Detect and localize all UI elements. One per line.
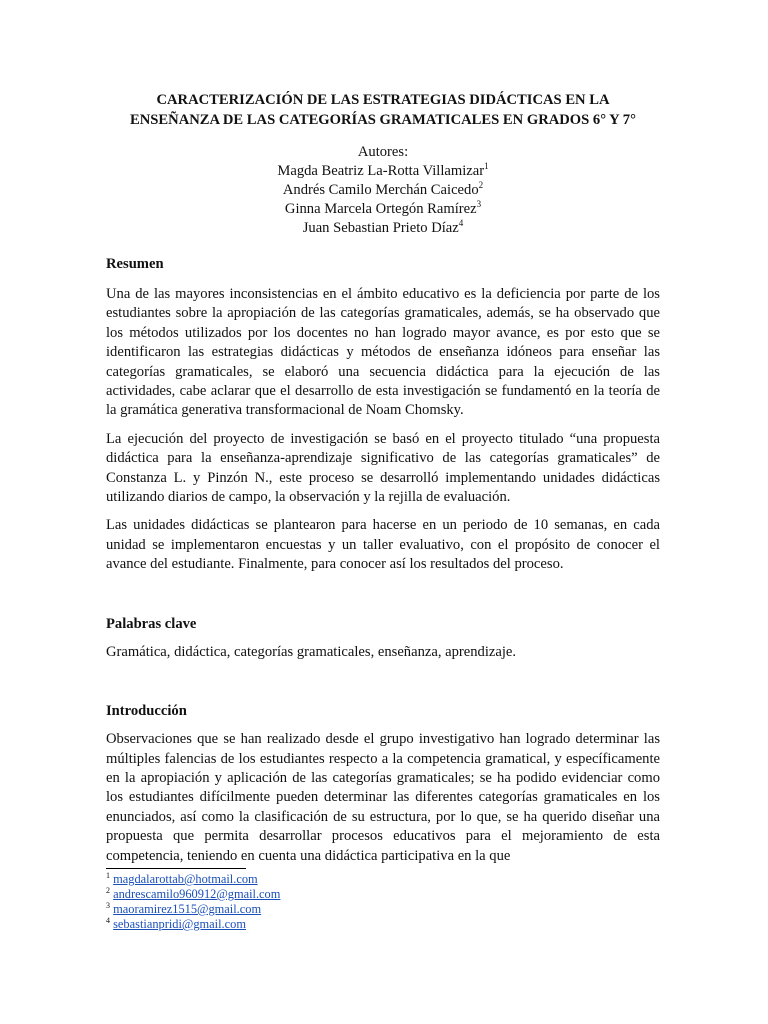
- author-1: [106, 162, 660, 181]
- author-3: [106, 200, 660, 219]
- footnote-ref[interactable]: 2: [478, 180, 484, 191]
- resumen-heading: Resumen: [106, 256, 164, 272]
- author-4: [106, 219, 660, 238]
- document-page: [106, 90, 660, 866]
- footnote-4: [106, 917, 280, 932]
- footnote-divider: [106, 868, 246, 869]
- author-name: Juan Sebastian Prieto Díaz: [302, 220, 459, 236]
- resumen-paragraph-3: Las unidades didácticas se plantearon para hacerse en un periodo de 10 semanas, en cada unidad se implementaron encuestas y un taller evaluativo, con el propósito de conocer el avance del estudiante. Finalmente, para conocer así los resultados del proceso.: [106, 517, 660, 573]
- footnote-3: [106, 902, 280, 917]
- authors-label: Autores:: [357, 144, 409, 160]
- document-title: [106, 90, 660, 130]
- footnotes: [106, 872, 280, 932]
- introduccion-paragraph-1: Observaciones que se han realizado desde el grupo investigativo han logrado determinar las múltiples falencias de los estudiantes respecto a la competencia gramatical, y específicamente en la apropiación y aplicación de las categorías gramaticales; se ha podido evidenciar como los estudiantes difícilmente pueden determinar las diferentes categorías gramaticales en los enunciados, así como la clasificación de su estructura, por lo que, se ha querido diseñar una propuesta que permita desarrollar procesos educativos para el mejoramiento de esta competencia, teniendo en cuenta una didáctica participativa en la que: [106, 731, 660, 864]
- footnote-number: 4: [106, 915, 110, 925]
- title-line-1: CARACTERIZACIÓN DE LAS ESTRATEGIAS DIDÁCTICAS EN LA: [156, 92, 610, 108]
- footnote-ref[interactable]: 3: [476, 199, 482, 210]
- author-name: Magda Beatriz La-Rotta Villamizar: [277, 163, 485, 179]
- resumen-paragraph-2: La ejecución del proyecto de investigación se basó en el proyecto titulado “una propuesta didáctica para la enseñanza-aprendizaje significativo de las categorías gramaticales” de Constanza L. y Pinzón N., este proceso se desarrolló implementando unidades didácticas utilizando diarios de campo, la observación y la rejilla de evaluación.: [106, 430, 660, 506]
- authors-block: [106, 143, 660, 238]
- footnote-email-link[interactable]: magdalarottab@hotmail.com: [113, 872, 258, 886]
- footnote-email-link[interactable]: maoramirez1515@gmail.com: [113, 902, 262, 916]
- footnote-1: [106, 872, 280, 887]
- resumen-paragraph-1: Una de las mayores inconsistencias en el ámbito educativo es la deficiencia por parte de los estudiantes sobre la apropiación de las categorías gramaticales, además, se ha observado que los métodos utilizados por los docentes no han logrado mayor avance, es por esto que se identificaron las estrategias didácticas y métodos de enseñanza idóneos para enseñar las categorías gramaticales, se elaboró una secuencia didáctica para la ejecución de las actividades, cabe aclarar que el desarrollo de esta investigación se fundamentó en la teoría de la gramática generativa transformacional de Noam Chomsky.: [106, 286, 660, 419]
- footnote-ref[interactable]: 1: [484, 161, 489, 172]
- author-2: [106, 181, 660, 200]
- palabras-clave-text: Gramática, didáctica, categorías gramaticales, enseñanza, aprendizaje.: [106, 643, 517, 660]
- footnote-ref[interactable]: 4: [458, 218, 464, 229]
- palabras-clave-heading: Palabras clave: [106, 615, 197, 632]
- footnote-email-link[interactable]: andrescamilo960912@gmail.com: [113, 887, 281, 901]
- footnote-number: 1: [106, 870, 110, 880]
- footnote-email-link[interactable]: sebastianpridi@gmail.com: [113, 917, 246, 931]
- footnote-number: 3: [106, 900, 110, 910]
- title-line-2: ENSEÑANZA DE LAS CATEGORÍAS GRAMATICALES EN GRADOS 6° Y 7°: [130, 112, 636, 128]
- author-name: Ginna Marcela Ortegón Ramírez: [284, 201, 477, 217]
- introduccion-heading: Introducción: [106, 703, 187, 720]
- author-name: Andrés Camilo Merchán Caicedo: [282, 182, 479, 198]
- footnote-2: [106, 887, 280, 902]
- footnote-number: 2: [106, 885, 110, 895]
